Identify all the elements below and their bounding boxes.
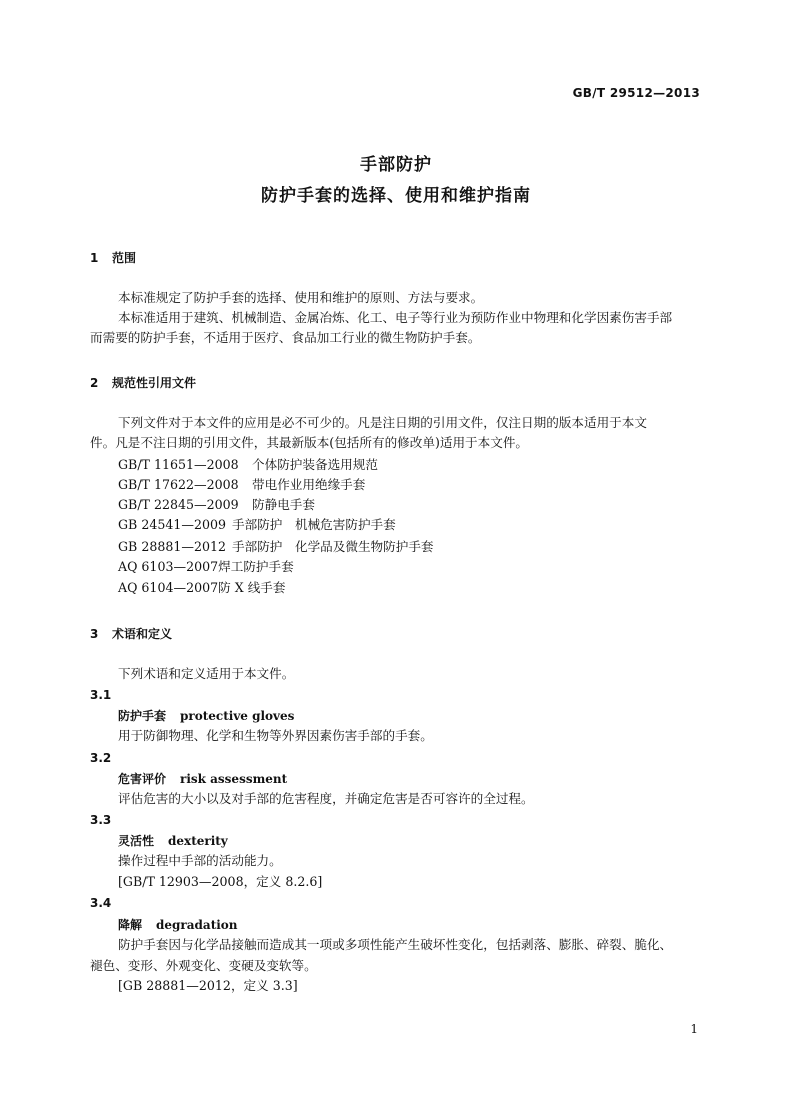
reference-code: AQ 6104—2007: [118, 580, 219, 595]
scope-paragraph-2-line-2: 而需要的防护手套，不适用于医疗、食品加工行业的微生物防护手套。: [90, 330, 481, 345]
references-intro-line-2: 件。凡是不注日期的引用文件，其最新版本(包括所有的修改单)适用于本文件。: [90, 435, 529, 450]
terms-intro: 下列术语和定义适用于本文件。: [118, 666, 295, 681]
term-entry: [118, 916, 238, 933]
reference-title: 焊工防护手套: [218, 559, 294, 574]
section-number: 2: [90, 376, 99, 390]
reference-title: 防静电手套: [252, 497, 315, 512]
term-source: [GB/T 12903—2008，定义 8.2.6]: [118, 874, 323, 889]
term-definition-line-1: 防护手套因与化学品接触而造成其一项或多项性能产生破坏性变化，包括剥落、膨胀、碎裂、脆化、: [118, 937, 673, 952]
clause-number: 3.3: [90, 813, 112, 827]
document-title-line2: 防护手套的选择、使用和维护指南: [261, 186, 531, 206]
reference-title: 个体防护装备选用规范: [252, 457, 378, 472]
term-definition-line-2: 褪色、变形、外观变化、变硬及变软等。: [90, 958, 317, 973]
term-entry: [118, 707, 294, 724]
section-2-heading: [90, 374, 196, 391]
term-english: protective gloves: [180, 709, 295, 723]
reference-code: GB/T 17622—2008: [118, 477, 239, 492]
reference-code: GB 24541—2009: [118, 517, 227, 532]
clause-number: 3.2: [90, 751, 112, 765]
section-3-heading: [90, 625, 172, 642]
section-title: 术语和定义: [112, 627, 173, 641]
term-english: degradation: [156, 918, 238, 932]
reference-item: [118, 537, 434, 557]
section-number: 3: [90, 627, 99, 641]
scope-paragraph-1: 本标准规定了防护手套的选择、使用和维护的原则、方法与要求。: [118, 290, 484, 305]
term-english: dexterity: [168, 834, 228, 848]
section-title: 规范性引用文件: [112, 376, 197, 390]
reference-code: GB/T 22845—2009: [118, 497, 239, 512]
term-definition: 操作过程中手部的活动能力。: [118, 853, 282, 868]
term-source: [GB 28881—2012，定义 3.3]: [118, 978, 298, 993]
term-chinese: 降解: [118, 918, 143, 932]
clause-number: 3.4: [90, 896, 112, 910]
reference-item: [118, 557, 294, 577]
standard-number: GB/T 29512—2013: [572, 86, 700, 100]
reference-title: 手部防护 机械危害防护手套: [232, 517, 396, 532]
term-chinese: 防护手套: [118, 709, 167, 723]
reference-item: [118, 455, 378, 475]
page-number: 1: [690, 1022, 698, 1036]
term-chinese: 危害评价: [118, 772, 167, 786]
references-intro-line-1: 下列文件对于本文件的应用是必不可少的。凡是注日期的引用文件，仅注日期的版本适用于本文: [118, 415, 647, 430]
reference-item: [118, 475, 365, 495]
reference-code: GB/T 11651—2008: [118, 457, 239, 472]
term-entry: [118, 832, 228, 849]
term-entry: [118, 770, 287, 787]
term-definition: 用于防御物理、化学和生物等外界因素伤害手部的手套。: [118, 728, 433, 743]
reference-item: [118, 578, 285, 598]
term-chinese: 灵活性: [118, 834, 155, 848]
reference-title: 防 X 线手套: [218, 580, 286, 595]
reference-code: GB 28881—2012: [118, 539, 227, 554]
reference-code: AQ 6103—2007: [118, 559, 219, 574]
section-number: 1: [90, 251, 99, 265]
reference-item: [118, 495, 315, 515]
document-title-line1: 手部防护: [360, 155, 432, 175]
section-1-heading: [90, 249, 136, 266]
scope-paragraph-2-line-1: 本标准适用于建筑、机械制造、金属冶炼、化工、电子等行业为预防作业中物理和化学因素伤害手部: [118, 310, 673, 325]
reference-item: [118, 515, 396, 535]
term-definition: 评估危害的大小以及对手部的危害程度，并确定危害是否可容许的全过程。: [118, 791, 534, 806]
reference-title: 带电作业用绝缘手套: [252, 477, 366, 492]
clause-number: 3.1: [90, 688, 112, 702]
reference-title: 手部防护 化学品及微生物防护手套: [232, 539, 434, 554]
term-english: risk assessment: [180, 772, 288, 786]
section-title: 范围: [112, 251, 137, 265]
